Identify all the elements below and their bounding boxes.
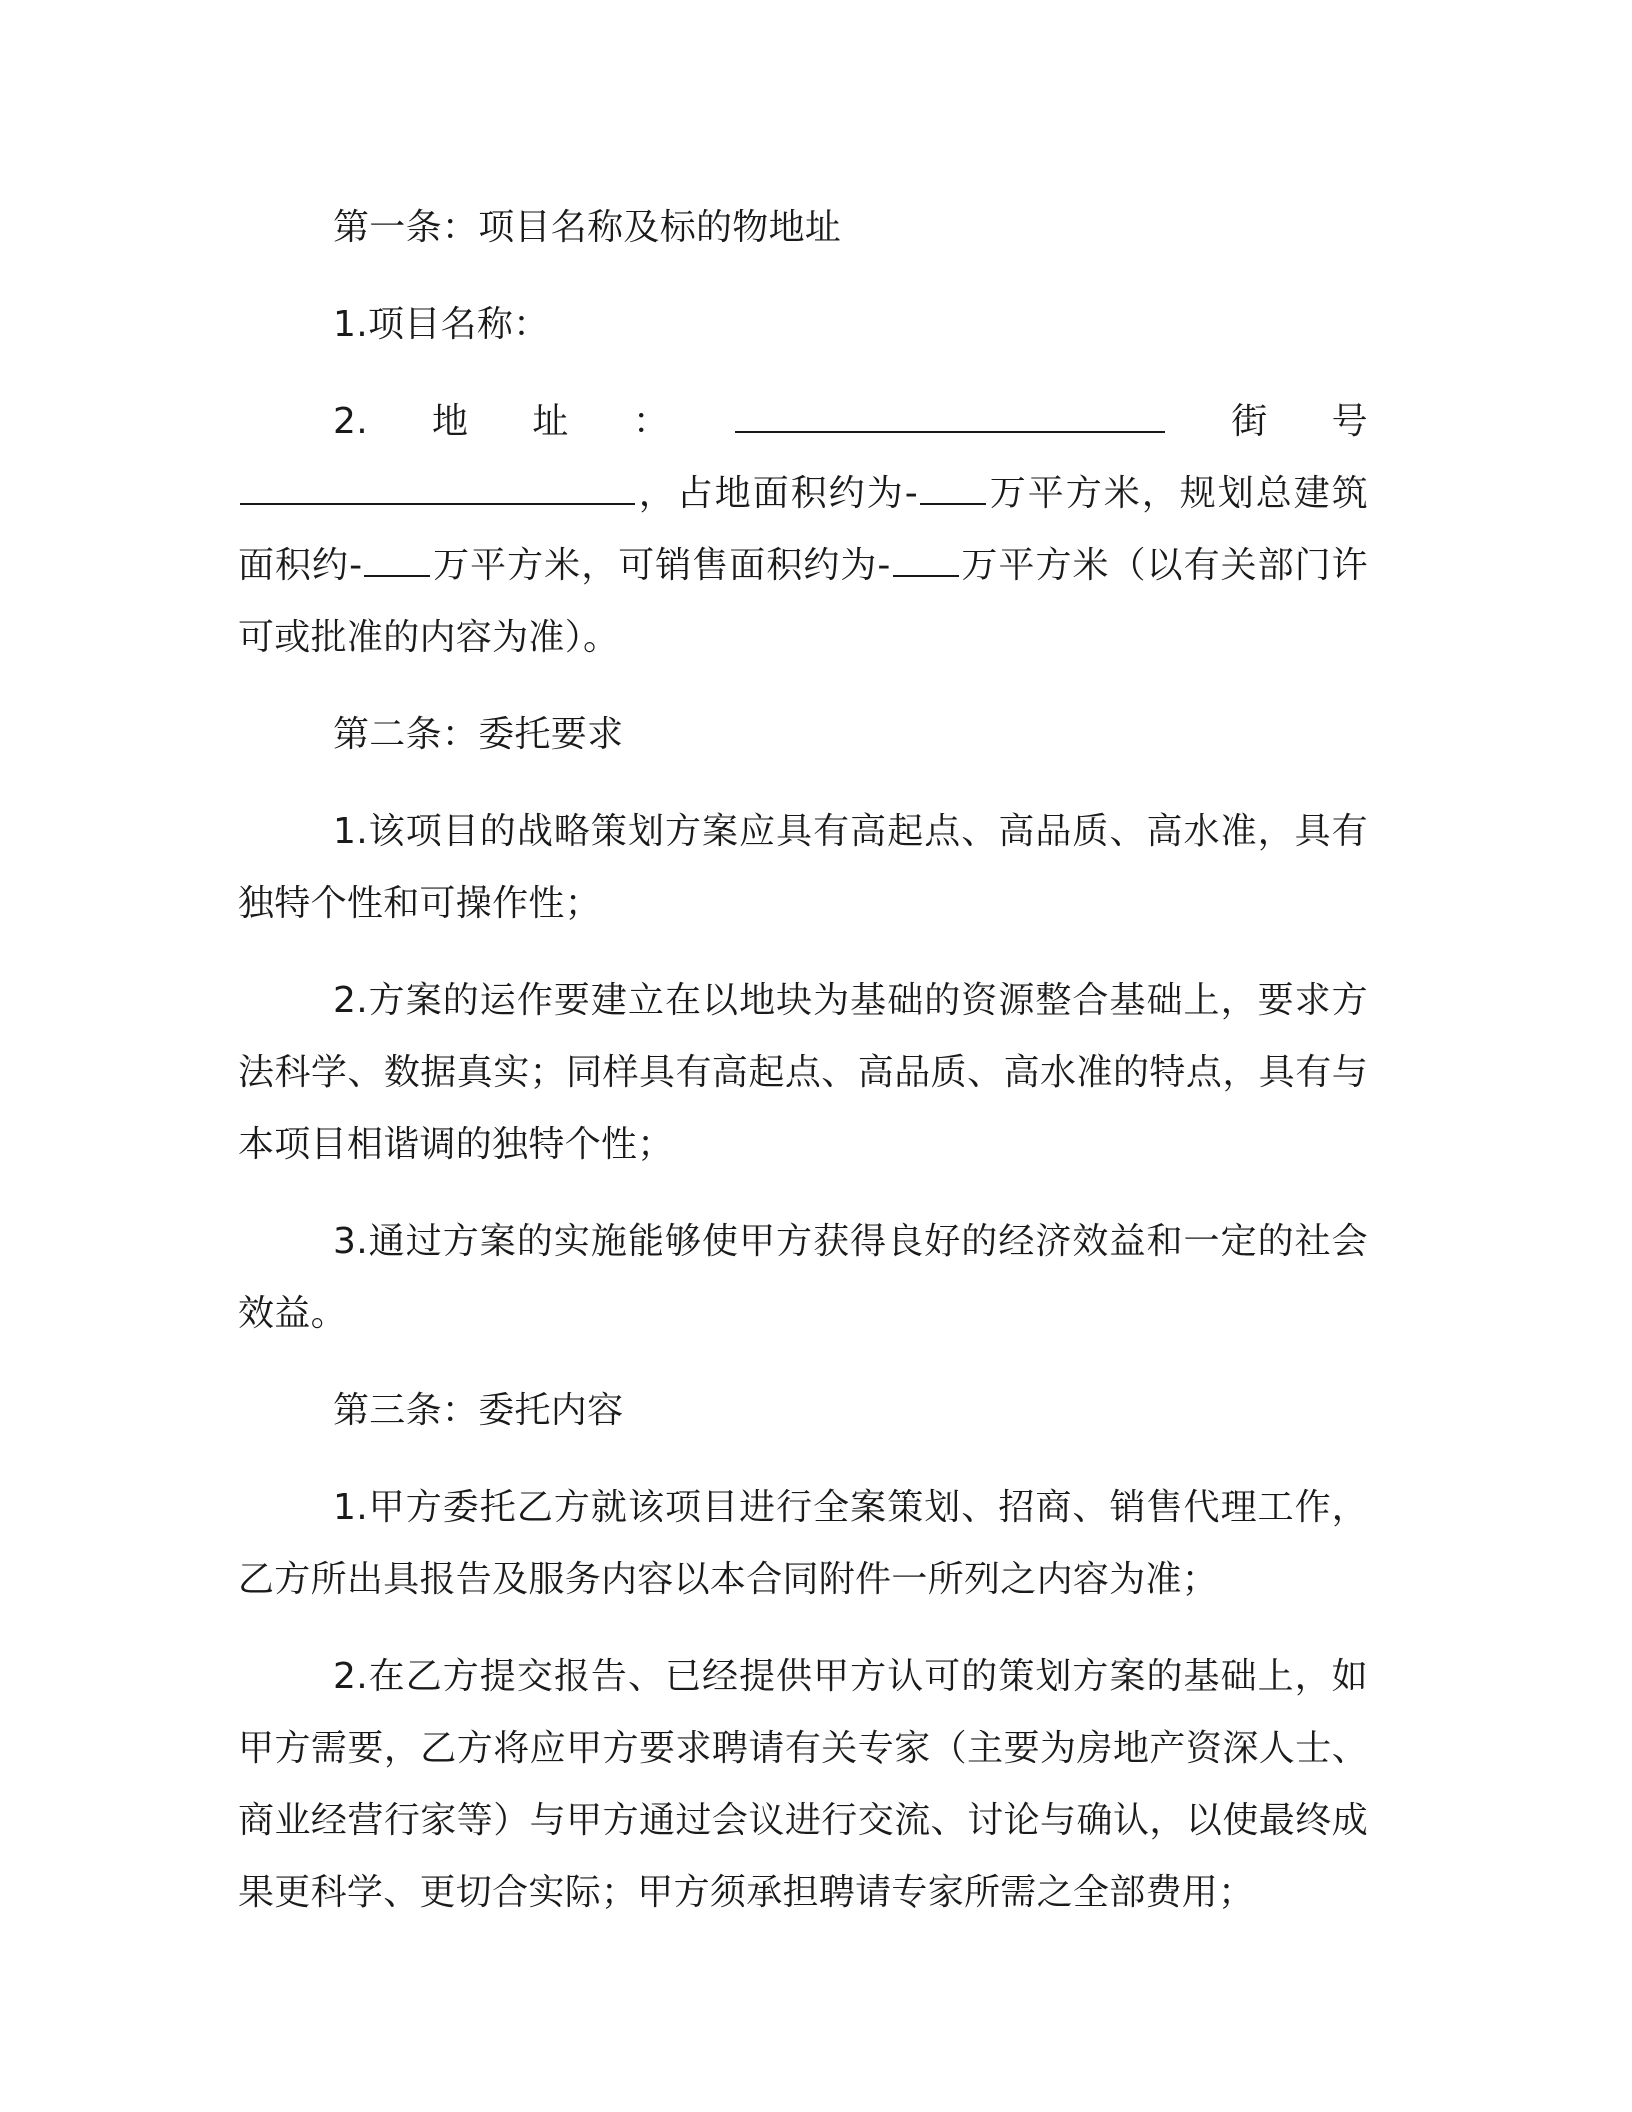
building-area-blank	[364, 531, 430, 577]
address-comma: ，	[637, 473, 677, 514]
article-1-item-2	[238, 386, 1368, 674]
article-3-item-2: 2.在乙方提交报告、已经提供甲方认可的策划方案的基础上，如甲方需要，乙方将应甲方要求聘请有关专家（主要为房地产资深人士、商业经营行家等）与甲方通过会议进行交流、讨论与确认，以使最终成果更科学、更切合实际；甲方须承担聘请专家所需之全部费用；	[238, 1656, 1368, 1913]
article-1-heading: 第一条：项目名称及标的物地址	[333, 207, 842, 248]
article-2-item-1: 1.该项目的战略策划方案应具有高起点、高品质、高水准，具有独特个性和可操作性；	[238, 811, 1368, 924]
article-2-heading: 第二条：委托要求	[333, 714, 624, 755]
document-page	[238, 192, 1368, 1954]
article-3-heading: 第三条：委托内容	[333, 1390, 624, 1431]
saleable-area-blank	[893, 531, 959, 577]
address-label: 2.地址：	[333, 401, 734, 442]
building-area-label: 万平方米，规划总建筑面积约-	[238, 473, 1368, 586]
land-area-label: 占地面积约为-	[676, 473, 918, 514]
article-1-item-1: 1.项目名称：	[333, 304, 550, 345]
saleable-area-label: 万平方米，可销售面积约为-	[432, 545, 891, 586]
article-3-item-1: 1.甲方委托乙方就该项目进行全案策划、招商、销售代理工作，乙方所出具报告及服务内容以本合同附件一所列之内容为准；	[238, 1487, 1368, 1600]
article-2-item-2: 2.方案的运作要建立在以地块为基础的资源整合基础上，要求方法科学、数据真实；同样具有高起点、高品质、高水准的特点，具有与本项目相谐调的独特个性；	[238, 980, 1368, 1165]
land-area-blank	[920, 459, 986, 505]
street-number-blank	[240, 459, 635, 505]
address-blank	[735, 387, 1165, 433]
street-label: 街号	[1167, 401, 1368, 442]
article-2-item-3: 3.通过方案的实施能够使甲方获得良好的经济效益和一定的社会效益。	[238, 1221, 1368, 1334]
area-note: 万平方米（以有关部门许可或批准的内容为准）。	[238, 545, 1368, 658]
